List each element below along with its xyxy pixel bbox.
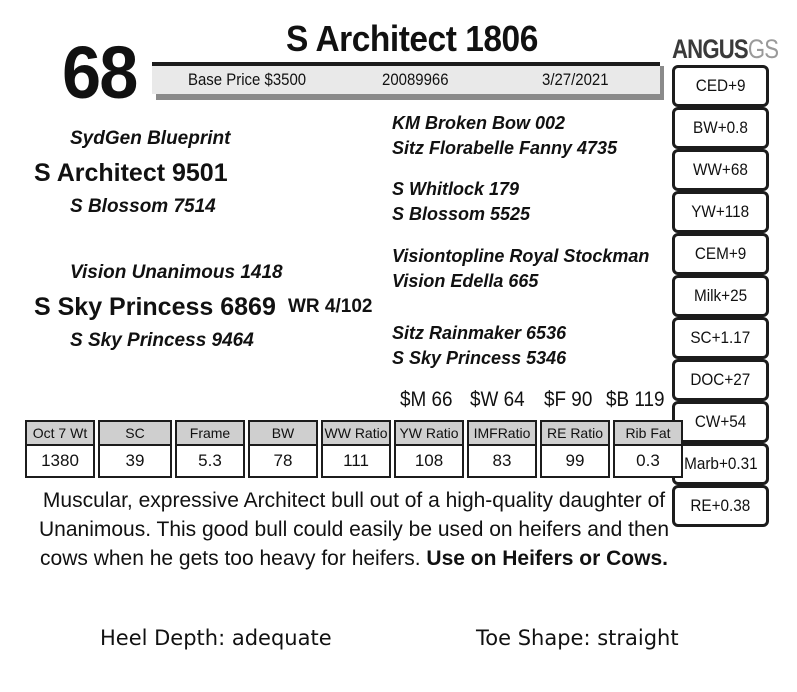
performance-header: RE Ratio (540, 420, 610, 444)
performance-header: BW (248, 420, 318, 444)
pedigree-dam-sire: Vision Unanimous 1418 (70, 262, 283, 283)
performance-header: IMFRatio (467, 420, 537, 444)
toe-shape: Toe Shape: straight (476, 626, 679, 650)
pedigree-ss-sire: KM Broken Bow 002 (392, 113, 566, 133)
performance-value: 1380 (25, 444, 95, 478)
epd-cell: DOC+27 (672, 359, 769, 401)
pedigree-sire-dam: S Blossom 7514 (70, 196, 216, 217)
recommended-use: Use on Heifers or Cows. (426, 547, 668, 570)
performance-value: 111 (321, 444, 391, 478)
index-w: $W 64 (470, 388, 525, 411)
performance-value: 0.3 (613, 444, 683, 478)
index-b: $B 119 (606, 388, 665, 411)
pedigree-dd-sire: Sitz Rainmaker 6536 (392, 323, 567, 343)
performance-header: Frame (175, 420, 245, 444)
performance-value: 39 (98, 444, 172, 478)
birth-date: 3/27/2021 (542, 70, 609, 89)
header-bar (152, 62, 660, 94)
performance-table (22, 420, 686, 478)
epd-cell: CEM+9 (672, 233, 769, 275)
performance-value: 108 (394, 444, 464, 478)
performance-value: 78 (248, 444, 318, 478)
pedigree-ds-dam: Vision Edella 665 (392, 271, 539, 291)
pedigree-ss-dam: Sitz Florabelle Fanny 4735 (392, 138, 618, 158)
epd-cell: Milk+25 (672, 275, 769, 317)
pedigree-sire: S Architect 9501 (34, 159, 228, 187)
performance-header: Oct 7 Wt (25, 420, 95, 444)
index-m: $M 66 (400, 388, 453, 411)
performance-header: SC (98, 420, 172, 444)
performance-header-row (25, 420, 683, 444)
pedigree-sd-sire: S Whitlock 179 (392, 179, 520, 199)
pedigree-sire-sire: SydGen Blueprint (70, 128, 231, 149)
epd-cell: SC+1.17 (672, 317, 769, 359)
pedigree-ds-sire: Visiontopline Royal Stockman (392, 246, 650, 266)
pedigree-dam-dam: S Sky Princess 9464 (70, 330, 254, 351)
epd-cell: WW+68 (672, 149, 769, 191)
performance-header: Rib Fat (613, 420, 683, 444)
lot-number: 68 (62, 31, 137, 114)
base-price: Base Price $3500 (188, 70, 307, 89)
heel-depth: Heel Depth: adequate (100, 626, 332, 650)
epd-cell: CW+54 (672, 401, 769, 443)
epd-cell: BW+0.8 (672, 107, 769, 149)
bull-description: Muscular, expressive Architect bull out of a high-quality daughter of Unanimous. This good bull could easily be used on heifers and then cows when he gets too heavy for heifers. Use on Heifers or Cows. (38, 489, 670, 570)
epd-cell: Marb+0.31 (672, 443, 769, 485)
index-f: $F 90 (544, 388, 593, 411)
registration-number: 20089966 (382, 70, 449, 89)
performance-header: WW Ratio (321, 420, 391, 444)
pedigree-dam: S Sky Princess 6869 (34, 293, 276, 321)
performance-value-row (25, 444, 683, 478)
dam-weaning-ratio: WR 4/102 (288, 296, 373, 317)
performance-header: YW Ratio (394, 420, 464, 444)
bull-name-title: S Architect 1806 (286, 18, 538, 59)
epd-cell: RE+0.38 (672, 485, 769, 527)
angus-gs-logo: ANGUSGS (672, 34, 779, 64)
performance-value: 83 (467, 444, 537, 478)
pedigree-dd-dam: S Sky Princess 5346 (392, 348, 567, 368)
performance-value: 5.3 (175, 444, 245, 478)
pedigree-sd-dam: S Blossom 5525 (392, 204, 531, 224)
epd-cell: YW+118 (672, 191, 769, 233)
performance-value: 99 (540, 444, 610, 478)
epd-cell: CED+9 (672, 65, 769, 107)
